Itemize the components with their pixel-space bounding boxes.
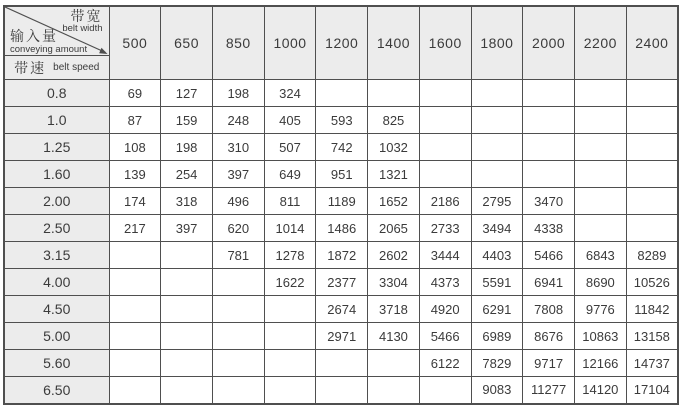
row-header-cell: 0.8 bbox=[4, 80, 109, 107]
value-cell bbox=[471, 134, 523, 161]
value-cell: 2186 bbox=[419, 188, 471, 215]
value-cell: 6291 bbox=[471, 296, 523, 323]
value-cell: 8690 bbox=[574, 269, 626, 296]
value-cell bbox=[161, 350, 213, 377]
value-cell: 507 bbox=[264, 134, 316, 161]
value-cell: 5466 bbox=[523, 242, 575, 269]
value-cell bbox=[574, 134, 626, 161]
value-cell: 4920 bbox=[419, 296, 471, 323]
value-cell: 12166 bbox=[574, 350, 626, 377]
column-header-cell: 1200 bbox=[316, 6, 368, 80]
value-cell bbox=[523, 107, 575, 134]
row-header-cell: 3.15 bbox=[4, 242, 109, 269]
value-cell bbox=[574, 107, 626, 134]
value-cell: 8676 bbox=[523, 323, 575, 350]
value-cell bbox=[574, 161, 626, 188]
value-cell bbox=[109, 323, 161, 350]
value-cell: 217 bbox=[109, 215, 161, 242]
row-header-cell: 1.0 bbox=[4, 107, 109, 134]
table-row bbox=[4, 242, 678, 269]
row-header-cell: 5.00 bbox=[4, 323, 109, 350]
value-cell: 9083 bbox=[471, 377, 523, 404]
value-cell bbox=[316, 377, 368, 404]
value-cell: 17104 bbox=[626, 377, 678, 404]
value-cell: 742 bbox=[316, 134, 368, 161]
value-cell bbox=[161, 242, 213, 269]
column-header-cell: 650 bbox=[161, 6, 213, 80]
value-cell: 139 bbox=[109, 161, 161, 188]
value-cell: 1622 bbox=[264, 269, 316, 296]
value-cell: 2377 bbox=[316, 269, 368, 296]
value-cell: 3470 bbox=[523, 188, 575, 215]
value-cell: 397 bbox=[212, 161, 264, 188]
value-cell bbox=[161, 323, 213, 350]
column-header-cell: 1000 bbox=[264, 6, 316, 80]
column-header-row bbox=[4, 6, 678, 80]
value-cell bbox=[419, 161, 471, 188]
value-cell: 7829 bbox=[471, 350, 523, 377]
value-cell: 5591 bbox=[471, 269, 523, 296]
belt-speed-label bbox=[5, 55, 109, 79]
value-cell: 1032 bbox=[368, 134, 420, 161]
value-cell bbox=[626, 161, 678, 188]
value-cell: 198 bbox=[212, 80, 264, 107]
value-cell: 2065 bbox=[368, 215, 420, 242]
table-row bbox=[4, 296, 678, 323]
row-header-cell: 5.60 bbox=[4, 350, 109, 377]
value-cell: 1189 bbox=[316, 188, 368, 215]
value-cell: 3304 bbox=[368, 269, 420, 296]
row-header-cell: 2.50 bbox=[4, 215, 109, 242]
value-cell: 1486 bbox=[316, 215, 368, 242]
column-header-cell: 2400 bbox=[626, 6, 678, 80]
value-cell: 310 bbox=[212, 134, 264, 161]
value-cell: 825 bbox=[368, 107, 420, 134]
value-cell: 14737 bbox=[626, 350, 678, 377]
value-cell bbox=[109, 350, 161, 377]
value-cell: 2674 bbox=[316, 296, 368, 323]
value-cell bbox=[523, 161, 575, 188]
value-cell bbox=[419, 80, 471, 107]
value-cell: 69 bbox=[109, 80, 161, 107]
value-cell: 4373 bbox=[419, 269, 471, 296]
value-cell: 318 bbox=[161, 188, 213, 215]
value-cell bbox=[471, 107, 523, 134]
table-row bbox=[4, 269, 678, 296]
value-cell: 87 bbox=[109, 107, 161, 134]
column-header-cell: 1400 bbox=[368, 6, 420, 80]
value-cell: 2733 bbox=[419, 215, 471, 242]
value-cell bbox=[109, 242, 161, 269]
conveying-amount-label bbox=[10, 29, 87, 55]
value-cell bbox=[368, 377, 420, 404]
row-header-cell: 4.00 bbox=[4, 269, 109, 296]
value-cell: 6122 bbox=[419, 350, 471, 377]
value-cell bbox=[264, 323, 316, 350]
value-cell: 6843 bbox=[574, 242, 626, 269]
value-cell: 9776 bbox=[574, 296, 626, 323]
value-cell: 7808 bbox=[523, 296, 575, 323]
value-cell bbox=[471, 161, 523, 188]
value-cell bbox=[574, 215, 626, 242]
belt-speed-label-zh: 带速 bbox=[14, 59, 47, 76]
value-cell: 174 bbox=[109, 188, 161, 215]
value-cell bbox=[212, 377, 264, 404]
table-row bbox=[4, 107, 678, 134]
value-cell bbox=[574, 188, 626, 215]
table-row bbox=[4, 215, 678, 242]
value-cell bbox=[419, 107, 471, 134]
belt-width-label-en: belt width bbox=[62, 23, 103, 35]
column-header-cell: 1800 bbox=[471, 6, 523, 80]
value-cell: 1872 bbox=[316, 242, 368, 269]
value-cell bbox=[212, 323, 264, 350]
value-cell: 6941 bbox=[523, 269, 575, 296]
value-cell bbox=[109, 296, 161, 323]
value-cell: 3444 bbox=[419, 242, 471, 269]
value-cell: 397 bbox=[161, 215, 213, 242]
value-cell bbox=[368, 80, 420, 107]
value-cell bbox=[212, 296, 264, 323]
value-cell: 5466 bbox=[419, 323, 471, 350]
value-cell: 4130 bbox=[368, 323, 420, 350]
value-cell: 593 bbox=[316, 107, 368, 134]
table-body bbox=[4, 80, 678, 404]
value-cell bbox=[419, 134, 471, 161]
value-cell bbox=[316, 80, 368, 107]
value-cell bbox=[626, 188, 678, 215]
value-cell bbox=[626, 107, 678, 134]
value-cell: 8289 bbox=[626, 242, 678, 269]
row-header-cell: 2.00 bbox=[4, 188, 109, 215]
value-cell: 405 bbox=[264, 107, 316, 134]
belt-speed-label-en: belt speed bbox=[53, 62, 100, 73]
table-row bbox=[4, 377, 678, 404]
value-cell bbox=[523, 80, 575, 107]
table-row bbox=[4, 350, 678, 377]
conveying-amount-label-en: conveying amount bbox=[10, 43, 88, 55]
value-cell: 248 bbox=[212, 107, 264, 134]
value-cell: 1014 bbox=[264, 215, 316, 242]
value-cell: 108 bbox=[109, 134, 161, 161]
value-cell bbox=[419, 377, 471, 404]
value-cell bbox=[212, 350, 264, 377]
value-cell bbox=[316, 350, 368, 377]
value-cell: 781 bbox=[212, 242, 264, 269]
value-cell: 14120 bbox=[574, 377, 626, 404]
value-cell bbox=[368, 350, 420, 377]
value-cell: 159 bbox=[161, 107, 213, 134]
value-cell: 496 bbox=[212, 188, 264, 215]
row-header-cell: 4.50 bbox=[4, 296, 109, 323]
table-row bbox=[4, 134, 678, 161]
value-cell: 2971 bbox=[316, 323, 368, 350]
column-header-cell: 2200 bbox=[574, 6, 626, 80]
value-cell: 4338 bbox=[523, 215, 575, 242]
value-cell: 13158 bbox=[626, 323, 678, 350]
value-cell: 127 bbox=[161, 80, 213, 107]
table-row bbox=[4, 188, 678, 215]
value-cell: 11277 bbox=[523, 377, 575, 404]
value-cell: 9717 bbox=[523, 350, 575, 377]
value-cell: 3494 bbox=[471, 215, 523, 242]
value-cell bbox=[161, 269, 213, 296]
column-header-cell: 2000 bbox=[523, 6, 575, 80]
value-cell: 324 bbox=[264, 80, 316, 107]
table-row bbox=[4, 323, 678, 350]
column-header-cell: 850 bbox=[212, 6, 264, 80]
value-cell bbox=[264, 377, 316, 404]
value-cell: 3718 bbox=[368, 296, 420, 323]
row-header-cell: 1.60 bbox=[4, 161, 109, 188]
belt-width-label-zh: 带宽 bbox=[70, 8, 103, 24]
row-header-cell: 6.50 bbox=[4, 377, 109, 404]
value-cell: 811 bbox=[264, 188, 316, 215]
value-cell: 1278 bbox=[264, 242, 316, 269]
value-cell: 951 bbox=[316, 161, 368, 188]
value-cell bbox=[109, 377, 161, 404]
value-cell: 198 bbox=[161, 134, 213, 161]
value-cell: 11842 bbox=[626, 296, 678, 323]
value-cell: 620 bbox=[212, 215, 264, 242]
value-cell: 4403 bbox=[471, 242, 523, 269]
row-header-cell: 1.25 bbox=[4, 134, 109, 161]
value-cell bbox=[264, 296, 316, 323]
value-cell bbox=[626, 80, 678, 107]
conveying-capacity-table bbox=[3, 5, 679, 405]
value-cell bbox=[523, 134, 575, 161]
value-cell: 10526 bbox=[626, 269, 678, 296]
value-cell bbox=[212, 269, 264, 296]
value-cell: 2795 bbox=[471, 188, 523, 215]
value-cell bbox=[471, 80, 523, 107]
conveying-amount-label-zh: 输入量 bbox=[10, 28, 58, 45]
value-cell: 254 bbox=[161, 161, 213, 188]
value-cell bbox=[626, 215, 678, 242]
value-cell bbox=[574, 80, 626, 107]
diagonal-header bbox=[5, 7, 109, 55]
value-cell: 649 bbox=[264, 161, 316, 188]
value-cell: 6989 bbox=[471, 323, 523, 350]
corner-header-cell bbox=[4, 6, 109, 80]
value-cell bbox=[109, 269, 161, 296]
value-cell bbox=[626, 134, 678, 161]
value-cell: 2602 bbox=[368, 242, 420, 269]
value-cell bbox=[161, 377, 213, 404]
table-row bbox=[4, 161, 678, 188]
value-cell bbox=[264, 350, 316, 377]
value-cell: 1321 bbox=[368, 161, 420, 188]
value-cell: 10863 bbox=[574, 323, 626, 350]
value-cell bbox=[161, 296, 213, 323]
column-header-cell: 1600 bbox=[419, 6, 471, 80]
value-cell: 1652 bbox=[368, 188, 420, 215]
column-header-cell: 500 bbox=[109, 6, 161, 80]
table-row bbox=[4, 80, 678, 107]
